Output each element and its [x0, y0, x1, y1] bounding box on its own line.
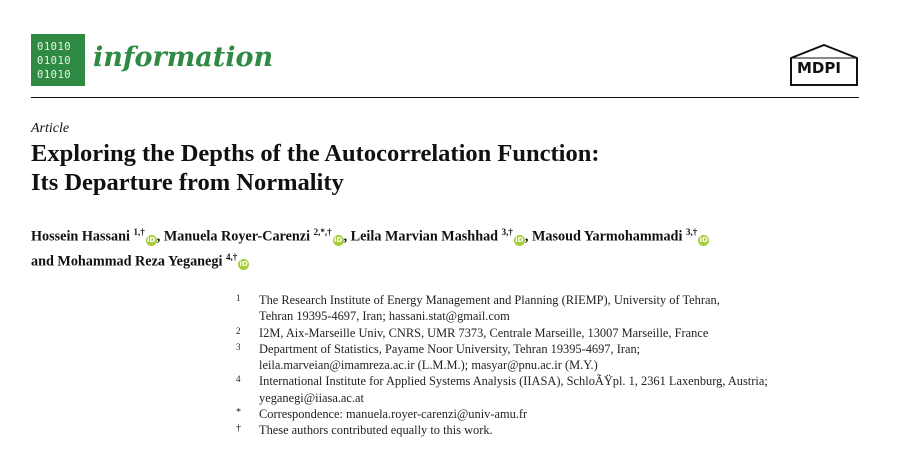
author-name: Manuela Royer-Carenzi [163, 228, 311, 245]
affiliation-item [232, 292, 872, 325]
journal-logo-icon [31, 34, 85, 86]
orcid-icon[interactable]: iD [147, 235, 156, 244]
equal-contribution-mark: † [236, 423, 241, 435]
author-list [31, 222, 881, 271]
author-affil-marks: 3,† [685, 227, 698, 237]
affiliation-number: 3 [236, 341, 241, 352]
publisher-name: MDPI [797, 59, 841, 77]
correspondence-text: Correspondence: manuela.royer-carenzi@univ-amu.fr [259, 407, 528, 422]
logo-line: 01010 [37, 69, 72, 81]
affiliation-text: Tehran 19395-4697, Iran; hassani.stat@gmail.com [259, 309, 510, 324]
affiliations [232, 292, 872, 439]
article-title [31, 139, 861, 197]
orcid-icon[interactable]: iD [333, 235, 343, 244]
affiliation-text: International Institute for Applied Systems Analysis (IIASA), SchloÃŸpl. 1, 2361 Laxenburg, Austria; [259, 374, 768, 389]
affiliation-text: Department of Statistics, Payame Noor University, Tehran 19395-4697, Iran; [259, 341, 641, 356]
orcid-icon[interactable]: iD [699, 235, 708, 244]
author-name: Hossein Hassani [31, 228, 130, 245]
author-affil-marks: 4,† [225, 251, 238, 262]
affiliation-item [232, 341, 872, 374]
equal-contribution-item [232, 422, 872, 438]
author-affil-marks: 1,† [133, 227, 145, 237]
affiliation-number: 2 [236, 325, 241, 336]
affiliation-number: 1 [236, 293, 241, 303]
affiliation-item [232, 325, 872, 341]
logo-line: 01010 [37, 55, 72, 67]
author-connector: and [31, 253, 54, 270]
author-line-2 [31, 247, 881, 272]
title-line-1: Exploring the Depths of the Autocorrelation Function: [31, 140, 600, 167]
affiliation-text: leila.marveian@imamreza.ac.ir (L.M.M.); masyar@pnu.ac.ir (M.Y.) [259, 358, 598, 373]
header-divider [31, 97, 859, 98]
author-affil-marks: 3,† [501, 227, 513, 237]
author-name: Leila Marvian Mashhad [350, 228, 499, 245]
author-line-1: Hossein Hassani $^{1,\dagger}$iD, Manuela Royer-Carenzi $^{2,*,\dagger}$iD, Leila Marvian Mashhad $^{3,\dagger}$iD, Masoud Yarmohammadi $^{3,\dagger}$iD [31, 227, 708, 245]
affiliation-text: The Research Institute of Energy Management and Planning (RIEMP), University of Tehran, [259, 293, 720, 307]
author-name: Mohammad Reza Yeganegi [57, 253, 223, 270]
author-affil-marks: 2,*,† [313, 227, 332, 237]
affiliation-item [232, 373, 872, 406]
title-line-2: Its Departure from Normality [31, 169, 344, 196]
journal-name: information [93, 42, 274, 73]
affiliation-text: I2M, Aix-Marseille Univ, CNRS, UMR 7373, Centrale Marseille, 13007 Marseille, France [259, 325, 709, 340]
affiliation-number: 4 [236, 374, 241, 385]
correspondence-item [232, 406, 872, 422]
affiliation-text: yeganegi@iiasa.ac.at [259, 390, 364, 405]
logo-line: 01010 [37, 41, 72, 53]
mdpi-logo-icon [789, 44, 859, 86]
orcid-icon[interactable]: iD [515, 235, 524, 244]
article-type: Article [31, 121, 70, 136]
author-name: Masoud Yarmohammadi [531, 228, 683, 245]
journal-header [31, 34, 859, 96]
orcid-icon[interactable]: iD [239, 260, 248, 269]
correspondence-mark: * [236, 407, 241, 419]
equal-contribution-text: These authors contributed equally to this work. [259, 423, 493, 438]
